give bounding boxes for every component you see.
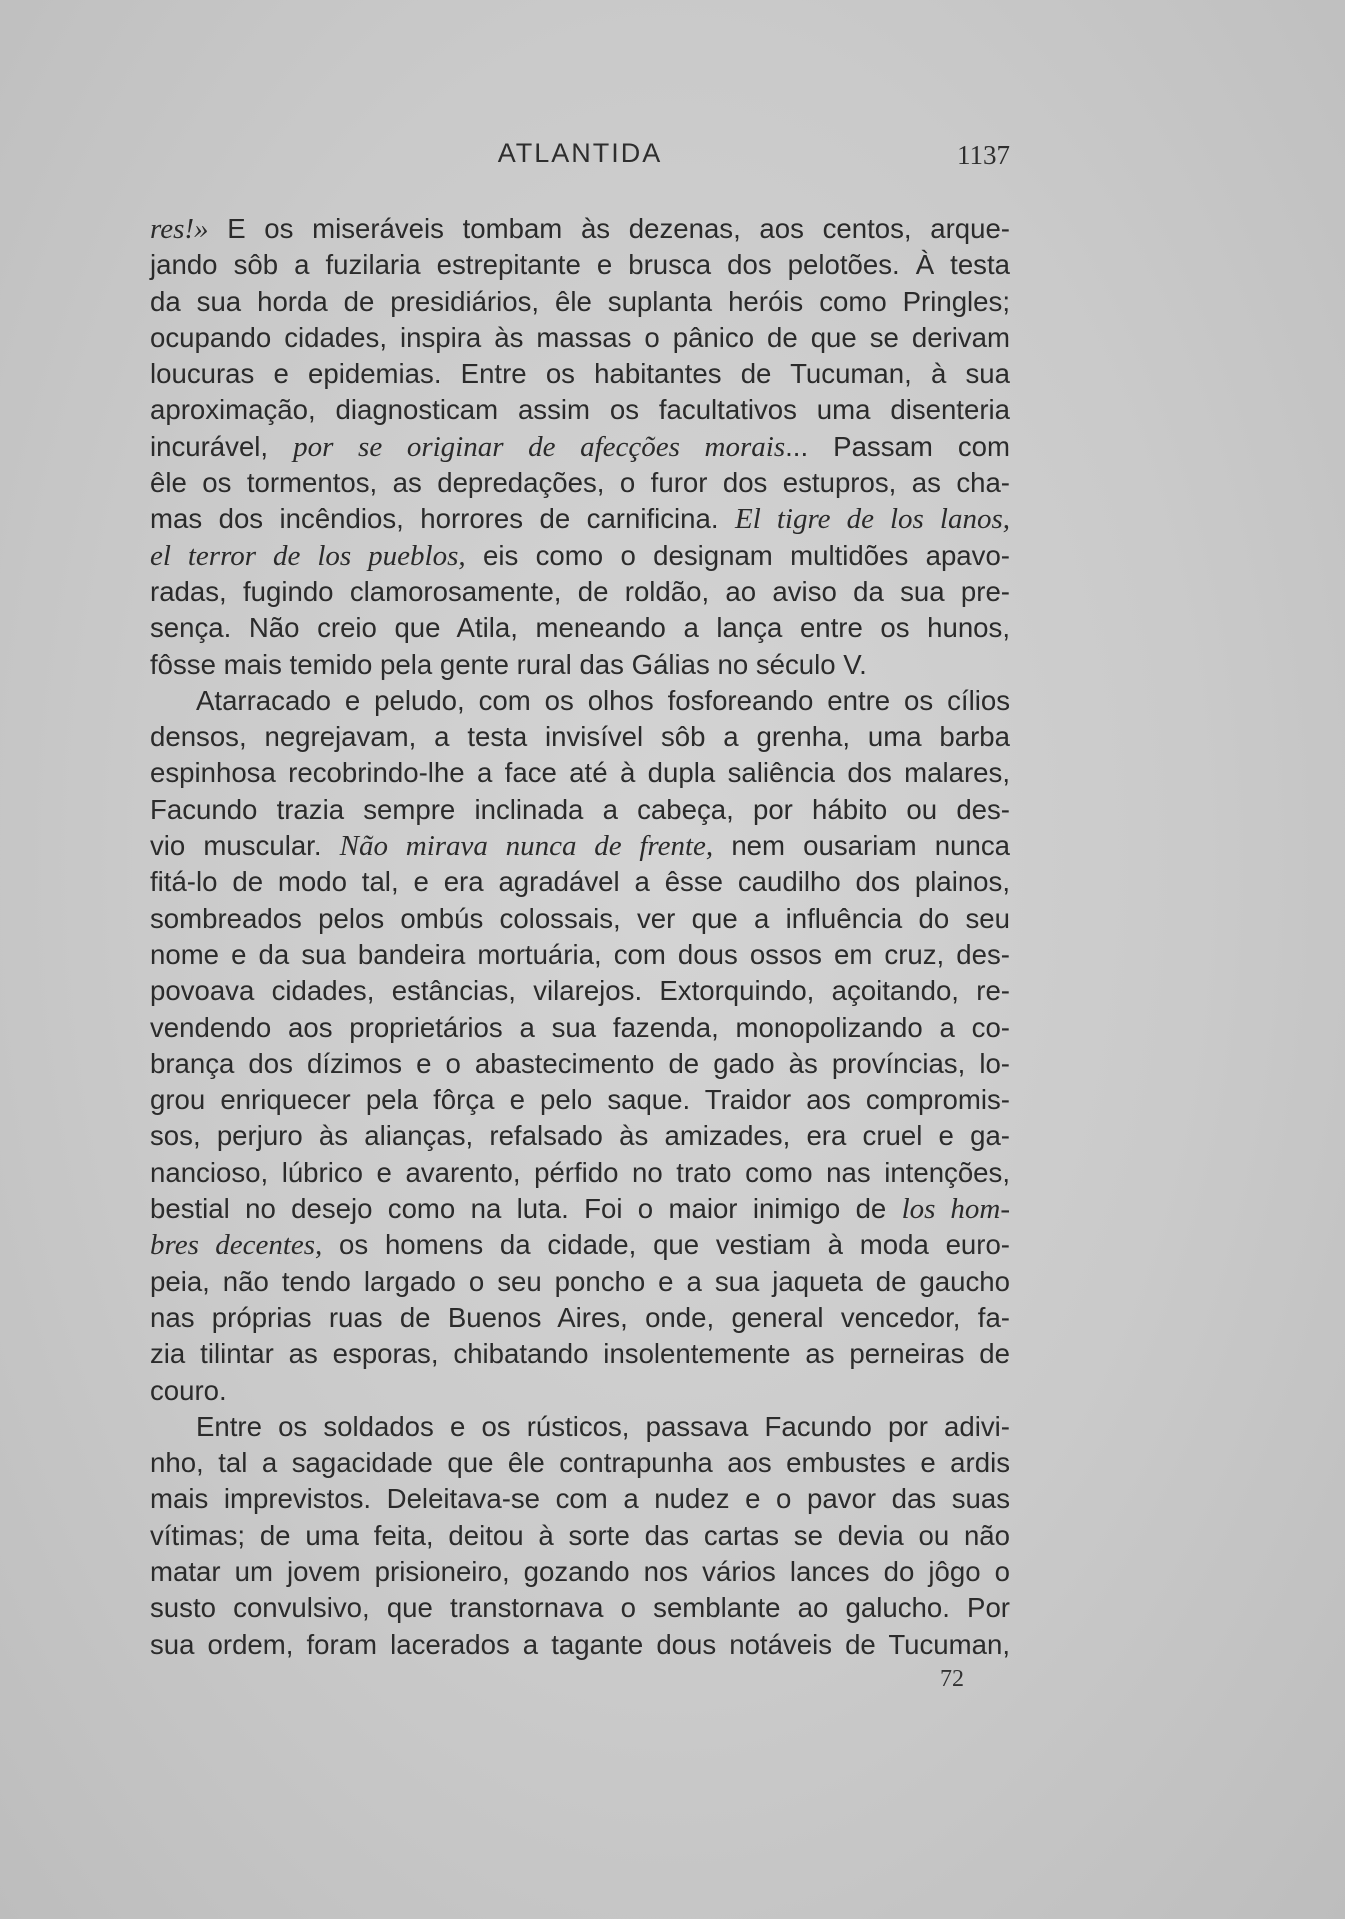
text-line: [150, 1300, 1010, 1336]
text-segment: E os miseráveis tombam às dezenas, aos centos, arque-: [208, 213, 1010, 244]
body-text: [150, 211, 1010, 1663]
text-line: [150, 647, 1010, 683]
text-line: [150, 719, 1010, 755]
text-line: [150, 1445, 1010, 1481]
text-segment: Atarracado e peludo, com os olhos fosforeando entre os cílios: [196, 684, 1010, 716]
text-line: [150, 538, 1010, 574]
text-segment: êle os tormentos, as depredações, o furor dos estupros, as cha-: [150, 467, 1010, 499]
text-segment: ocupando cidades, inspira às massas o pânico de que se derivam: [150, 321, 1010, 353]
text-segment: fôsse mais temido pela gente rural das Gálias no século V.: [150, 648, 867, 680]
text-line: [150, 1227, 1010, 1263]
text-line: [150, 1010, 1010, 1046]
text-segment: espinhosa recobrindo-lhe a face até à dupla saliência dos malares,: [150, 757, 1010, 789]
text-segment: jando sôb a fuzilaria estrepitante e brusca dos pelotões. À testa: [150, 249, 1010, 281]
signature-mark: 72: [940, 1666, 964, 1692]
italic-phrase: El tigre de los lanos,: [735, 503, 1010, 536]
text-segment: mas dos incêndios, horrores de carnificina.: [150, 503, 736, 535]
text-segment: sua ordem, foram lacerados a tagante dous notáveis de Tucuman,: [150, 1628, 1010, 1660]
text-segment: sença. Não creio que Atila, meneando a lança entre os hunos,: [150, 612, 1010, 644]
text-line: [150, 356, 1010, 392]
text-segment: vítimas; de uma feita, deitou à sorte das cartas se devia ou não: [150, 1519, 1010, 1551]
text-line: [150, 1373, 1010, 1409]
text-line: [150, 1118, 1010, 1154]
text-segment: Facundo trazia sempre inclinada a cabeça, por hábito ou des-: [150, 793, 1010, 825]
text-line: [150, 1191, 1010, 1227]
text-line: [150, 247, 1010, 283]
text-segment: peia, não tendo largado o seu poncho e a sua jaqueta de gaucho: [150, 1265, 1010, 1297]
text-segment: fitá-lo de modo tal, e era agradável a êsse caudilho dos plainos,: [150, 866, 1010, 898]
text-line: [150, 828, 1010, 864]
text-line: [150, 901, 1010, 937]
text-segment: matar um jovem prisioneiro, gozando nos vários lances do jôgo o: [150, 1555, 1010, 1587]
text-line: [150, 755, 1010, 791]
text-segment: loucuras e epidemias. Entre os habitantes de Tucuman, à sua: [150, 358, 1010, 390]
text-segment: nome e da sua bandeira mortuária, com dous ossos em cruz, des-: [150, 938, 1010, 970]
italic-phrase: res!»: [150, 213, 209, 245]
text-line: [150, 937, 1010, 973]
text-line: [150, 1082, 1010, 1118]
text-line: [150, 864, 1010, 900]
text-segment: susto convulsivo, que transtornava o semblante ao galucho. Por: [150, 1592, 1010, 1624]
text-segment: eis como o designam multidões apavo-: [465, 539, 1010, 571]
text-line: [150, 1627, 1010, 1663]
italic-phrase: los hom-: [901, 1193, 1010, 1226]
text-line: [150, 610, 1010, 646]
text-segment: vendendo aos proprietários a sua fazenda, monopolizando a co-: [150, 1011, 1010, 1043]
text-segment: vio muscular.: [150, 830, 340, 862]
text-line: [150, 1590, 1010, 1626]
text-segment: nho, tal a sagacidade que êle contrapunha aos embustes e ardis: [150, 1447, 1010, 1479]
text-line: [150, 1336, 1010, 1372]
text-line: [150, 429, 1010, 465]
text-segment: mais imprevistos. Deleitava-se com a nudez e o pavor das suas: [150, 1483, 1010, 1515]
text-segment: incurável,: [150, 430, 294, 462]
text-segment: da sua horda de presidiários, êle suplanta heróis como Pringles;: [150, 285, 1010, 317]
text-segment: os homens da cidade, que vestiam à moda euro-: [322, 1229, 1010, 1261]
text-segment: nancioso, lúbrico e avarento, pérfido no trato como nas intenções,: [150, 1156, 1010, 1188]
text-line: [150, 320, 1010, 356]
text-segment: nas próprias ruas de Buenos Aires, onde, general vencedor, fa-: [150, 1301, 1010, 1333]
text-segment: sombreados pelos ombús colossais, ver que a influência do seu: [150, 902, 1010, 934]
text-line: [150, 574, 1010, 610]
italic-phrase: bres decentes,: [150, 1229, 323, 1262]
text-segment: aproximação, diagnosticam assim os facultativos uma disenteria: [150, 394, 1010, 426]
text-line: [150, 1264, 1010, 1300]
text-line: [150, 1481, 1010, 1517]
text-line: [150, 1554, 1010, 1590]
text-segment: grou enriquecer pela fôrça e pelo saque. Traidor aos compromis-: [150, 1084, 1010, 1116]
text-segment: densos, negrejavam, a testa invisível sôb a grenha, uma barba: [150, 721, 1010, 753]
italic-phrase: el terror de los pueblos,: [150, 539, 466, 572]
text-segment: zia tilintar as esporas, chibatando insolentemente as perneiras de: [150, 1338, 1010, 1370]
text-segment: couro.: [150, 1374, 227, 1406]
text-line: [150, 1155, 1010, 1191]
italic-phrase: Não mirava nunca de frente,: [339, 830, 714, 863]
text-line: [150, 1046, 1010, 1082]
text-segment: sos, perjuro às alianças, refalsado às amizades, era cruel e ga-: [150, 1120, 1010, 1152]
running-title: ATLANTIDA: [497, 138, 663, 168]
text-segment: nem ousariam nunca: [713, 830, 1010, 862]
page-header: [150, 138, 1010, 178]
text-segment: bestial no desejo como na luta. Foi o maior inimigo de: [150, 1193, 902, 1225]
page-number: 1137: [957, 140, 1010, 170]
text-segment: povoava cidades, estâncias, vilarejos. Extorquindo, açoitando, re-: [150, 975, 1010, 1007]
text-line: [150, 683, 1010, 719]
text-segment: radas, fugindo clamorosamente, de roldão, ao aviso da sua pre-: [150, 575, 1010, 607]
text-segment: ... Passam com: [785, 430, 1011, 462]
italic-phrase: por se originar de afecções morais: [293, 430, 786, 463]
text-line: [150, 792, 1010, 828]
text-line: [150, 973, 1010, 1009]
text-line: [150, 1409, 1010, 1445]
text-line: [150, 211, 1010, 247]
text-segment: Entre os soldados e os rústicos, passava Facundo por adivi-: [196, 1410, 1010, 1442]
text-line: [150, 501, 1010, 537]
text-line: [150, 392, 1010, 428]
text-line: [150, 465, 1010, 501]
text-line: [150, 284, 1010, 320]
text-line: [150, 1518, 1010, 1554]
text-segment: brança dos dízimos e o abastecimento de gado às províncias, lo-: [150, 1047, 1010, 1079]
